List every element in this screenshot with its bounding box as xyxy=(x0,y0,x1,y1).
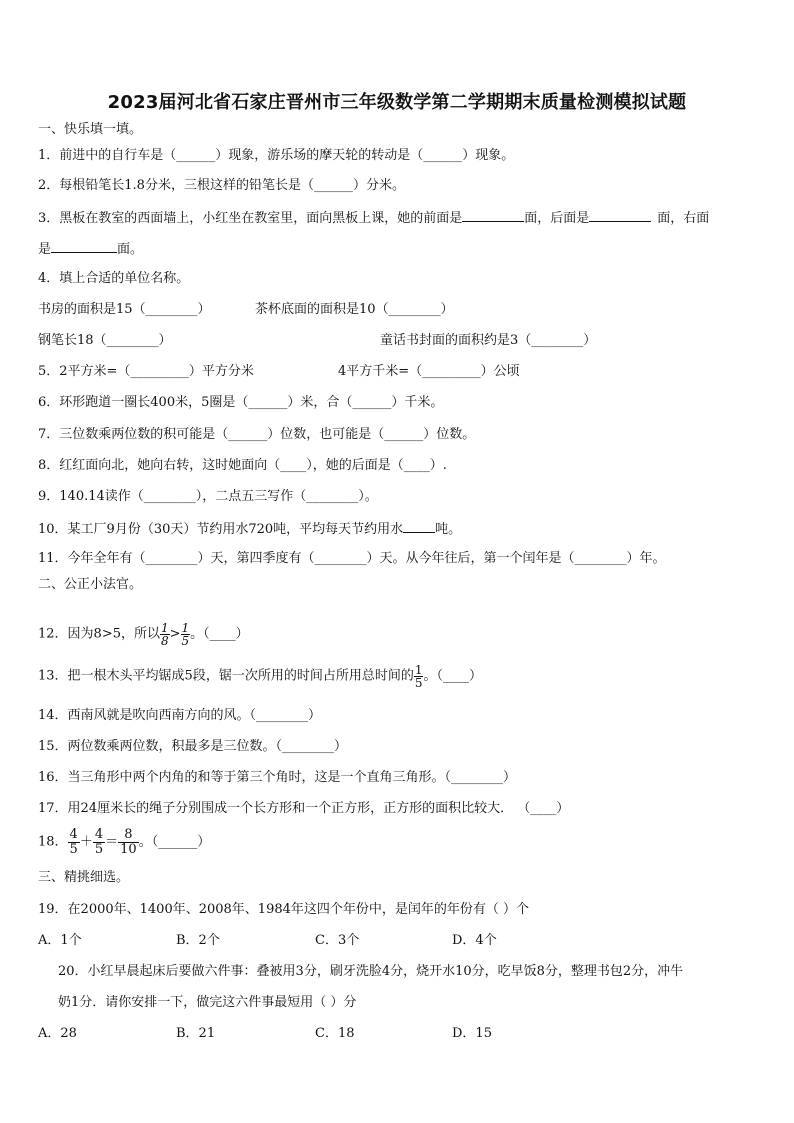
question-4-item-a: 书房的面积是15（________） xyxy=(38,302,211,317)
question-4-item-c: 钢笔长18（________） xyxy=(38,333,172,348)
fraction-one-eighth: $\frac{1}{8}$ xyxy=(160,621,169,648)
fraction-eight-tenths: $\frac{8}{10}$ xyxy=(120,827,137,857)
section-heading-3: 三、精挑细选。 xyxy=(38,870,130,885)
question-11: 11．今年全年有（________）天，第四季度有（________）天。从今年往后，第一个闰年是（________）年。 xyxy=(38,551,666,566)
question-12-text-b: 。（____） xyxy=(190,626,249,642)
page-title: 2023届河北省石家庄晋州市三年级数学第二学期期末质量检测模拟试题 xyxy=(107,92,687,113)
fraction-four-fifths: $\frac{4}{5}$ xyxy=(69,827,78,857)
question-13-text-a: 13．把一根木头平均锯成5段，锯一次所用的时间占所用总时间的 xyxy=(38,668,414,684)
question-16: 16．当三角形中两个内角的和等于第三个角时，这是一个直角三角形。（________） xyxy=(38,770,517,785)
question-1: 1．前进中的自行车是（______）现象，游乐场的摩天轮的转动是（______）现象。 xyxy=(38,148,515,163)
question-4: 4．填上合适的单位名称。 xyxy=(38,271,190,286)
question-3-text-d: 是 xyxy=(38,242,52,257)
question-3-text-c: 面，右面 xyxy=(657,211,710,226)
equals-sign: ＝ xyxy=(105,834,119,850)
question-3-line-2 xyxy=(38,240,143,258)
question-19-option-d: D．4个 xyxy=(452,933,497,948)
section-heading-1: 一、快乐填一填。 xyxy=(38,122,143,137)
question-10-text-b: 吨。 xyxy=(435,522,462,537)
question-12-text-a: 12．因为8>5，所以 xyxy=(38,626,160,642)
answer-blank xyxy=(403,520,435,533)
greater-than-sign: > xyxy=(169,626,181,642)
question-2: 2．每根铅笔长1.8分米，三根这样的铅笔长是（______）分米。 xyxy=(38,178,405,193)
question-13-text-b: 。（____） xyxy=(423,668,482,684)
question-13 xyxy=(38,664,482,689)
question-20-option-c: C．18 xyxy=(315,1026,355,1041)
question-3-text-b: 面，后面是 xyxy=(524,211,590,226)
question-10 xyxy=(38,520,461,538)
question-8: 8．红红面向北，她向右转，这时她面向（____），她的后面是（____）. xyxy=(38,458,447,473)
fraction-one-fifth: $\frac{1}{5}$ xyxy=(181,621,190,648)
question-5-a: 5．2平方米=（_________）平方分米 xyxy=(38,364,254,379)
question-19-option-c: C．3个 xyxy=(315,933,360,948)
section-heading-2: 二、公正小法官。 xyxy=(38,577,143,592)
answer-blank xyxy=(589,209,651,222)
question-20-option-b: B．21 xyxy=(176,1026,216,1041)
question-19: 19．在2000年、1400年、2008年、1984年这四个年份中，是闰年的年份有（ ）个 xyxy=(38,902,530,917)
question-4-item-b: 茶杯底面的面积是10（________） xyxy=(255,302,454,317)
question-19-option-b: B．2个 xyxy=(176,933,220,948)
fraction-four-fifths: $\frac{4}{5}$ xyxy=(94,827,104,857)
question-20-option-d: D．15 xyxy=(452,1026,492,1041)
question-20-line-2: 奶1分．请你安排一下，做完这六件事最短用（ ）分 xyxy=(58,995,357,1010)
question-10-text-a: 10．某工厂9月份（30天）节约用水720吨，平均每天节约用水 xyxy=(38,522,404,537)
question-7: 7．三位数乘两位数的积可能是（______）位数，也可能是（______）位数。 xyxy=(38,427,476,442)
answer-blank xyxy=(51,240,117,253)
question-3-line-1 xyxy=(38,209,709,227)
question-20-line-1: 20．小红早晨起床后要做六件事：叠被用3分，刷牙洗脸4分，烧开水10分，吃早饭8分，整理书包2分，冲牛 xyxy=(58,964,684,979)
question-18-number: 18． xyxy=(38,834,68,850)
answer-blank xyxy=(462,209,524,222)
question-18 xyxy=(38,828,210,857)
question-9: 9．140.14读作（________），二点五三写作（________）。 xyxy=(38,489,378,504)
question-3-text-e: 面。 xyxy=(117,242,144,257)
question-5-b: 4平方千米=（_________）公顷 xyxy=(338,364,520,379)
question-18-text-b: 。（______） xyxy=(138,834,211,850)
question-4-item-d: 童话书封面的面积约是3（________） xyxy=(380,333,597,348)
question-12 xyxy=(38,622,249,647)
question-17: 17．用24厘米长的绳子分别围成一个长方形和一个正方形，正方形的面积比较大． （____） xyxy=(38,801,570,816)
question-15: 15．两位数乘两位数，积最多是三位数。（________） xyxy=(38,739,348,754)
question-6: 6．环形跑道一圈长400米，5圈是（______）米，合（______）千米。 xyxy=(38,395,444,410)
question-14: 14．西南风就是吹向西南方向的风。（________） xyxy=(38,708,322,723)
question-20-option-a: A．28 xyxy=(38,1026,77,1041)
plus-sign: ＋ xyxy=(79,834,93,850)
fraction-one-fifth: $\frac{1}{5}$ xyxy=(414,663,423,690)
question-3-text-a: 3．黑板在教室的西面墙上，小红坐在教室里，面向黑板上课，她的前面是 xyxy=(38,211,463,226)
question-19-option-a: A．1个 xyxy=(38,933,82,948)
